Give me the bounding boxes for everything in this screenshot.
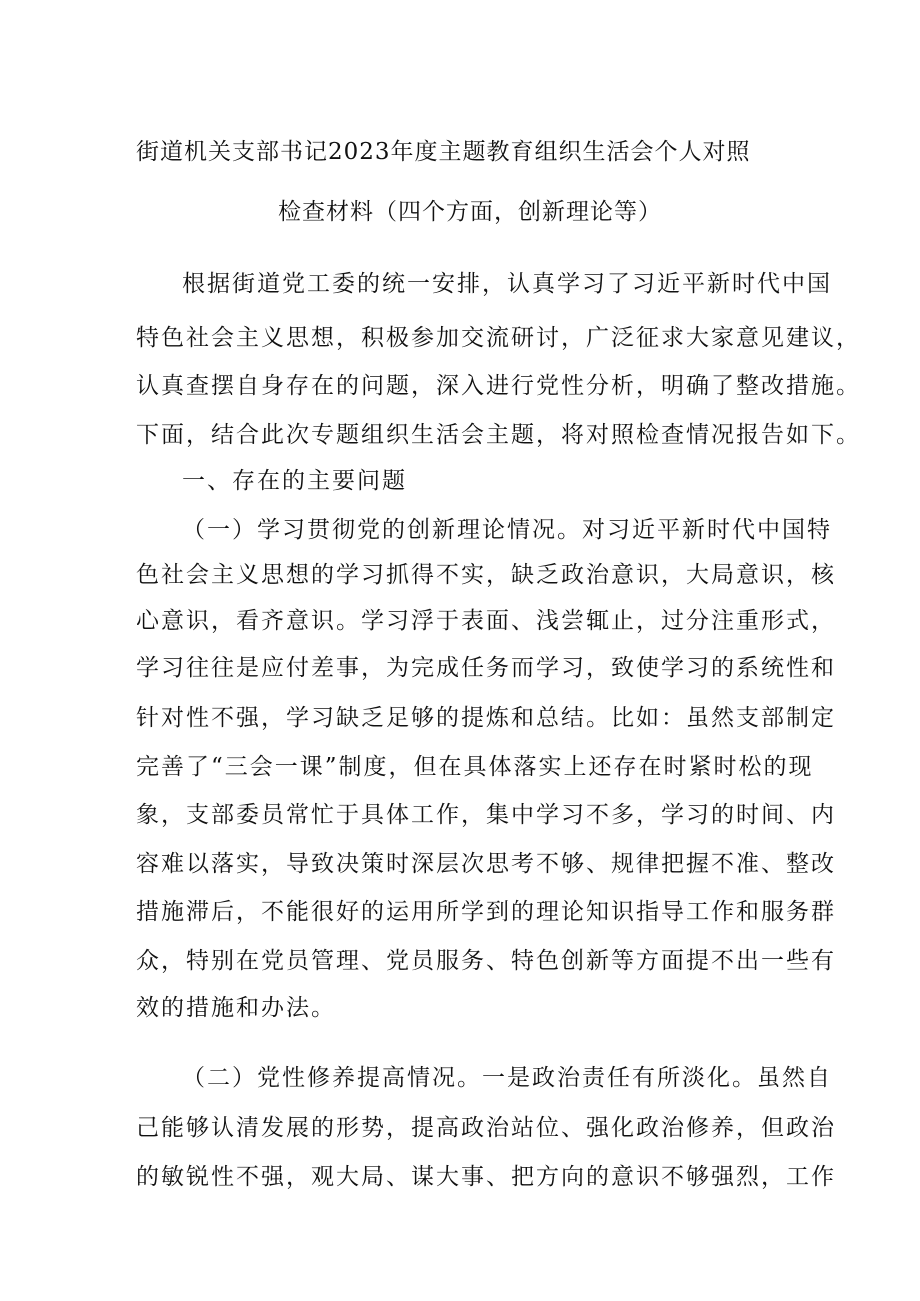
- document-title-line-1: 街道机关支部书记2023年度主题教育组织生活会个人对照: [136, 139, 751, 165]
- paragraph-line: 众，特别在党员管理、党员服务、特色创新等方面提不出一些有: [136, 948, 836, 974]
- paragraph-line: 的敏锐性不强，观大局、谋大事、把方向的意识不够强烈，工作: [136, 1164, 836, 1190]
- paragraph-line: 心意识，看齐意识。学习浮于表面、浅尝辄止，过分注重形式，: [136, 608, 836, 634]
- paragraph-line: 特色社会主义思想，积极参加交流研讨，广泛征求大家意见建议，: [136, 325, 861, 351]
- paragraph-line: 根据街道党工委的统一安排，认真学习了习近平新时代中国: [182, 271, 832, 297]
- paragraph-line: 措施滞后，不能很好的运用所学到的理论知识指导工作和服务群: [136, 899, 836, 925]
- paragraph-line: 学习往往是应付差事，为完成任务而学习，致使学习的系统性和: [136, 655, 836, 681]
- paragraph-line: （一）学习贯彻党的创新理论情况。对习近平新时代中国特: [182, 517, 832, 543]
- paragraph-line: 象，支部委员常忙于具体工作，集中学习不多，学习的时间、内: [136, 802, 836, 828]
- paragraph-line: 下面，结合此次专题组织生活会主题，将对照检查情况报告如下。: [136, 422, 861, 448]
- document-title-line-2: 检查材料（四个方面，创新理论等）: [278, 199, 662, 225]
- paragraph-line: 效的措施和办法。: [136, 995, 336, 1021]
- paragraph-line: （二）党性修养提高情况。一是政治责任有所淡化。虽然自: [182, 1065, 832, 1091]
- paragraph-line: 针对性不强，学习缺乏足够的提炼和总结。比如：虽然支部制定: [136, 705, 836, 731]
- section-heading: 一、存在的主要问题: [182, 468, 407, 494]
- paragraph-line: 完善了“三会一课”制度，但在具体落实上还存在时紧时松的现: [136, 754, 814, 780]
- paragraph-line: 认真查摆自身存在的问题，深入进行党性分析，明确了整改措施。: [136, 373, 861, 399]
- paragraph-line: 容难以落实，导致决策时深层次思考不够、规律把握不准、整改: [136, 851, 836, 877]
- paragraph-line: 色社会主义思想的学习抓得不实，缺乏政治意识，大局意识，核: [136, 562, 836, 588]
- paragraph-line: 己能够认清发展的形势，提高政治站位、强化政治修养，但政治: [136, 1115, 836, 1141]
